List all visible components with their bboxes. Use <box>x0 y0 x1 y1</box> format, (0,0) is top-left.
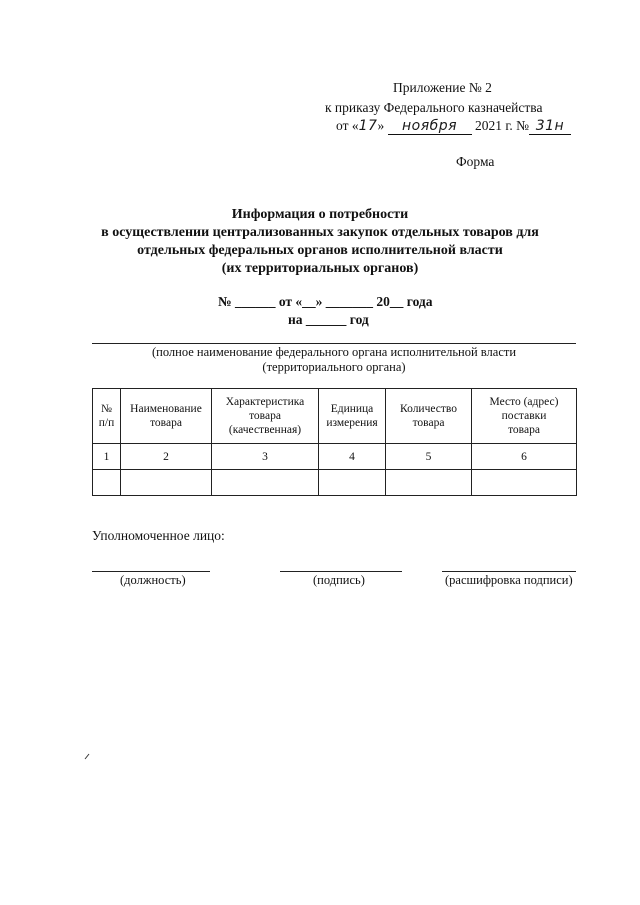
col-header-characteristic: Характеристика товара (качественная) <box>212 389 319 444</box>
doc-year-line: на ______ год <box>288 312 369 327</box>
table-cell: 1 <box>93 444 121 470</box>
table-cell: 4 <box>319 444 386 470</box>
order-date-line: от «17» ноября 2021 г. № 31н <box>336 118 571 135</box>
scan-mark-icon <box>84 752 92 760</box>
org-caption-line1: (полное наименование федерального органа исполнительной власти <box>151 345 517 359</box>
table-cell <box>121 470 212 496</box>
handwritten-day: 17 <box>358 118 378 134</box>
position-caption: (должность) <box>120 573 186 587</box>
col-header-quantity: Количество товара <box>386 389 472 444</box>
handwritten-month: ноября <box>388 118 472 135</box>
col-header-number: № п/п <box>93 389 121 444</box>
col-header-unit: Единица измерения <box>319 389 386 444</box>
decode-line <box>442 571 576 572</box>
doc-number-line: № ______ от «__» _______ 20__ года <box>218 294 433 309</box>
table-row-empty <box>93 470 577 496</box>
doc-title-line4: (их территориальных органов) <box>221 261 419 276</box>
table-cell: 2 <box>121 444 212 470</box>
doc-title-line1: Информация о потребности <box>231 207 409 222</box>
table-cell: 3 <box>212 444 319 470</box>
col-header-place: Место (адрес) поставки товара <box>472 389 577 444</box>
table-header-row <box>93 389 577 444</box>
table-row-column-numbers <box>93 444 577 470</box>
org-caption-line2: (территориального органа) <box>262 360 406 374</box>
table-cell <box>472 470 577 496</box>
decode-caption: (расшифровка подписи) <box>445 573 573 587</box>
authorized-person-label: Уполномоченное лицо: <box>92 528 225 543</box>
table-cell <box>319 470 386 496</box>
table-cell: 5 <box>386 444 472 470</box>
doc-title-line2: в осуществлении централизованных закупок отдельных товаров для <box>101 225 539 240</box>
table-cell: 6 <box>472 444 577 470</box>
handwritten-order-number: 31н <box>529 118 571 135</box>
position-line <box>92 571 210 572</box>
col-header-name: Наименование товара <box>121 389 212 444</box>
org-name-line <box>92 343 576 344</box>
doc-title-line3: отдельных федеральных органов исполнительной власти <box>137 243 503 258</box>
signature-caption: (подпись) <box>313 573 365 587</box>
table-cell <box>93 470 121 496</box>
needs-table <box>92 388 577 496</box>
form-label: Форма <box>456 154 495 169</box>
table-cell <box>386 470 472 496</box>
signature-line <box>280 571 402 572</box>
order-reference: к приказу Федерального казначейства <box>325 100 543 115</box>
appendix-label: Приложение № 2 <box>393 80 492 95</box>
table-cell <box>212 470 319 496</box>
